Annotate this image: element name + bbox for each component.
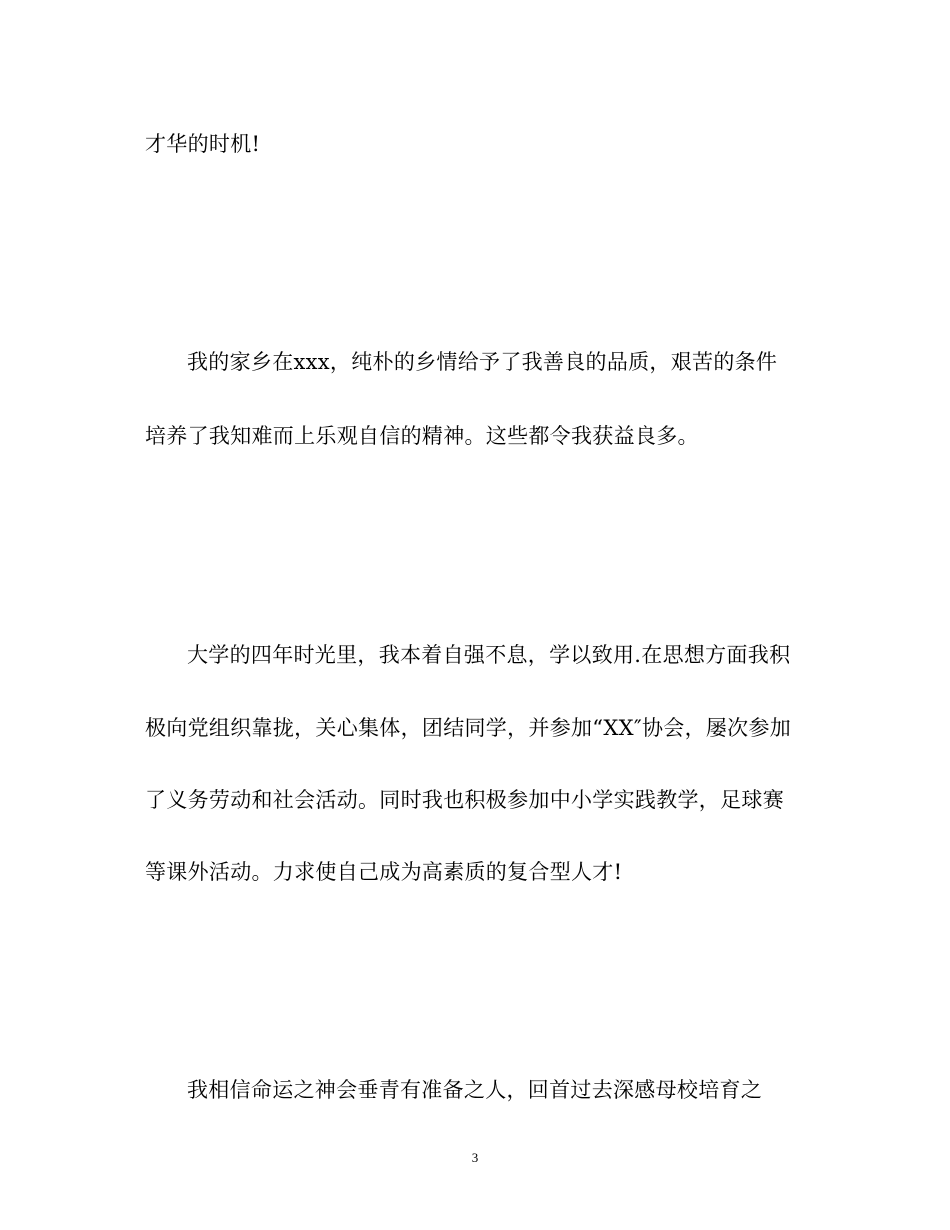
paragraph-2-line-1: 我的家乡在xxx，纯朴的乡情给予了我善良的品质，艰苦的条件 xyxy=(187,350,778,374)
paragraph-3-line-1: 大学的四年时光里，我本着自强不息，学以致用.在思想方面我积 xyxy=(187,643,791,667)
paragraph-2-line-2: 培养了我知难而上乐观自信的精神。这些都令我获益良多。 xyxy=(145,424,699,448)
page-number: 3 xyxy=(471,1150,479,1165)
paragraph-3-line-3: 了义务劳动和社会活动。同时我也积极参加中小学实践教学，足球赛 xyxy=(145,788,784,812)
paragraph-3-line-2: 极向党组织靠拢，关心集体，团结同学，并参加“XX″协会，屡次参加 xyxy=(145,716,792,740)
paragraph-3-line-4: 等课外活动。力求使自己成为高素质的复合型人才! xyxy=(145,860,623,884)
paragraph-4-line-1: 我相信命运之神会垂青有准备之人，回首过去深感母校培育之 xyxy=(187,1078,763,1102)
paragraph-1-line-1: 才华的时机! xyxy=(145,132,261,156)
